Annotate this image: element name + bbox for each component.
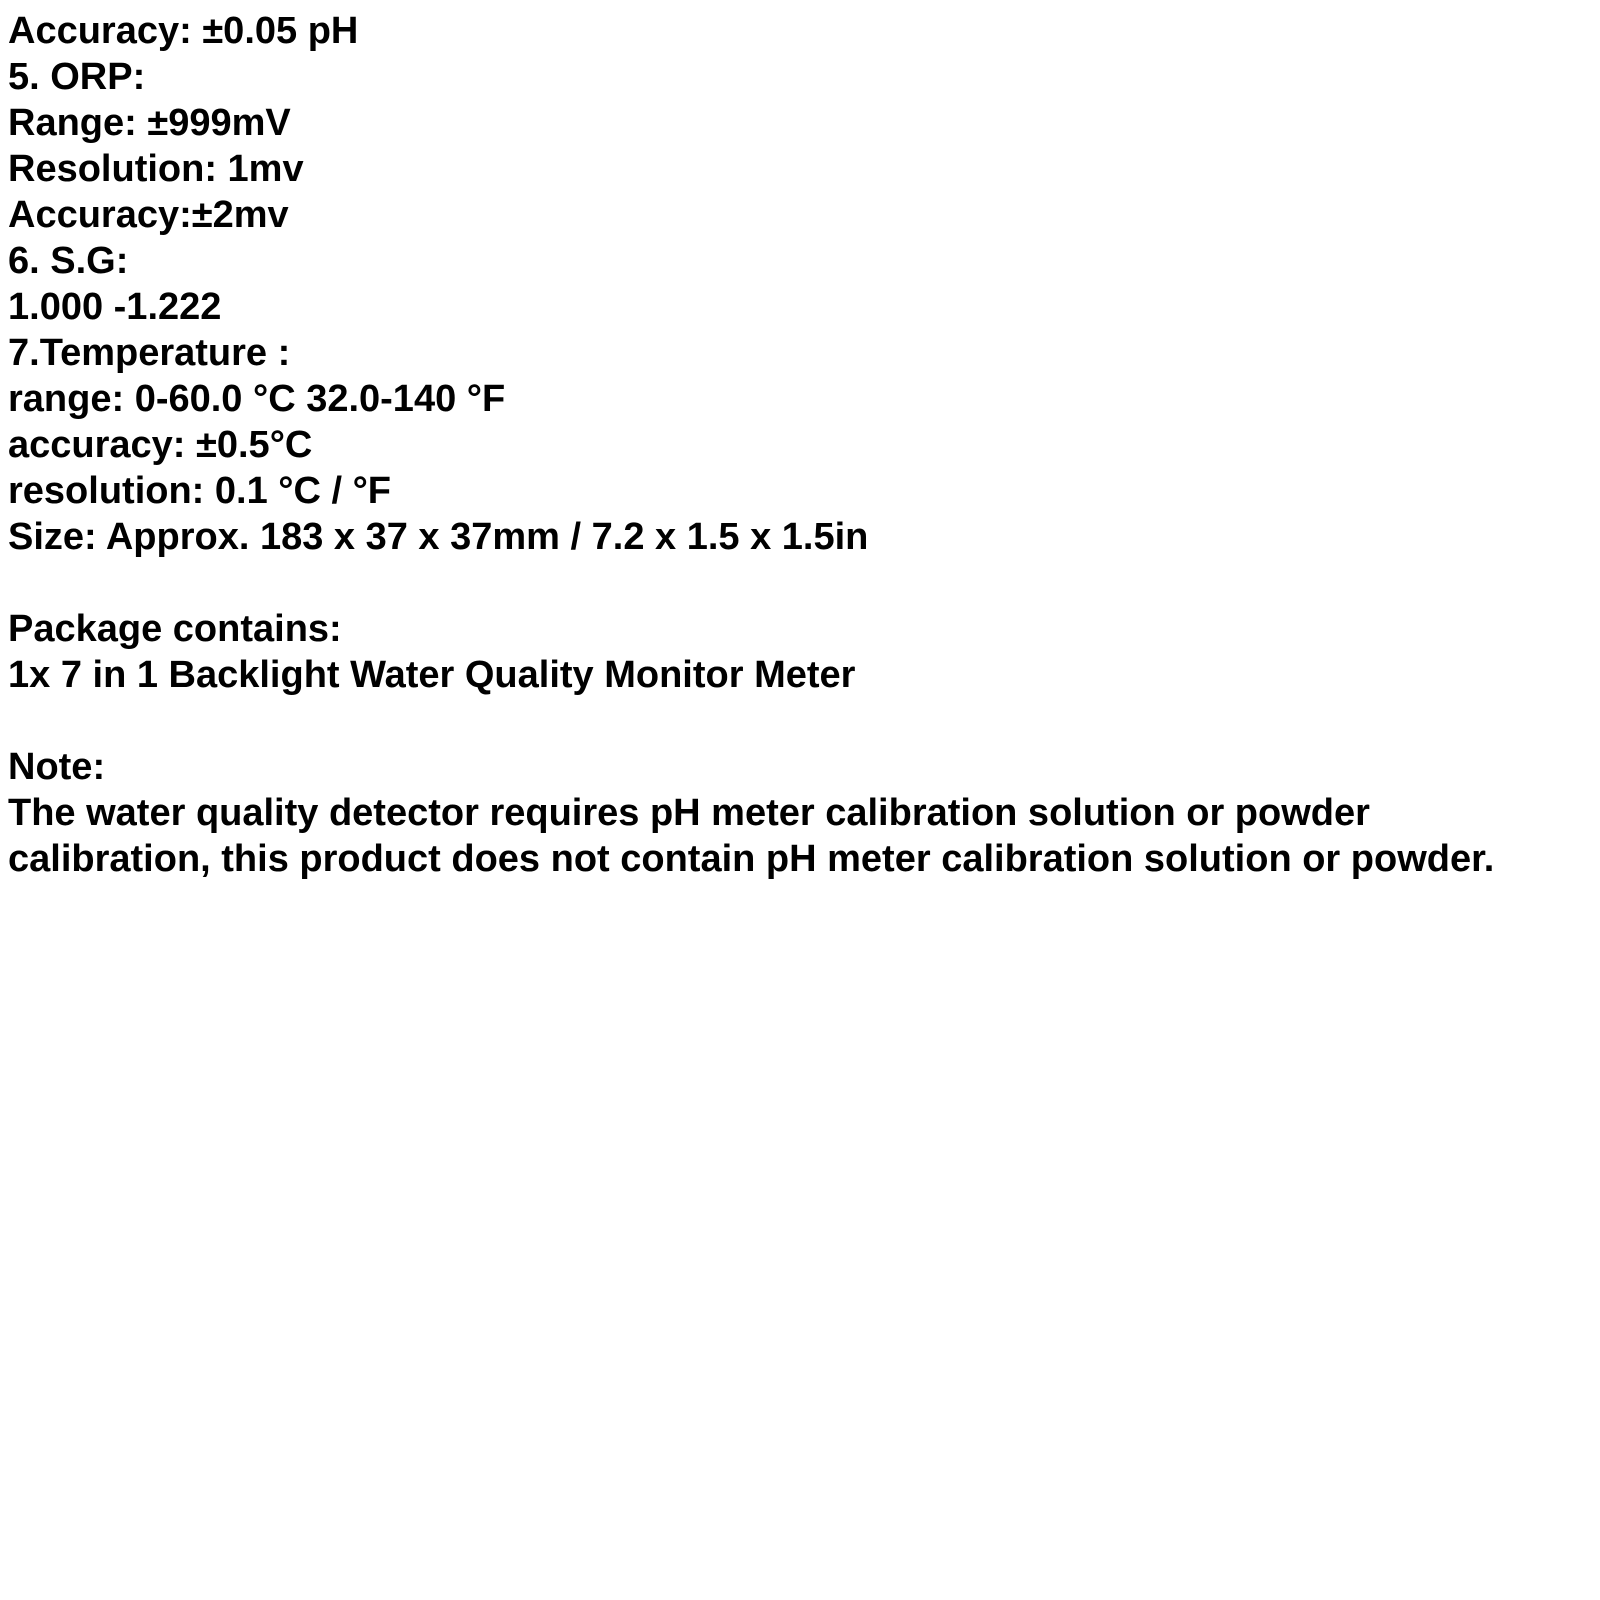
sg-heading: 6. S.G: — [8, 240, 129, 282]
orp-resolution: Resolution: 1mv — [8, 148, 304, 190]
temperature-heading: 7.Temperature : — [8, 332, 291, 374]
section-gap — [8, 560, 1593, 606]
temperature-accuracy: accuracy: ±0.5°C — [8, 424, 313, 466]
size-spec: Size: Approx. 183 x 37 x 37mm / 7.2 x 1.5 x 1.5in — [8, 516, 869, 558]
ph-accuracy: Accuracy: ±0.05 pH — [8, 10, 359, 52]
sg-range: 1.000 -1.222 — [8, 286, 222, 328]
section-gap — [8, 698, 1593, 744]
temperature-range: range: 0-60.0 °C 32.0-140 °F — [8, 378, 506, 420]
orp-accuracy: Accuracy:±2mv — [8, 194, 289, 236]
orp-heading: 5. ORP: — [8, 56, 146, 98]
note-heading: Note: — [8, 746, 106, 788]
package-heading: Package contains: — [8, 608, 342, 650]
temperature-resolution: resolution: 0.1 °C / °F — [8, 470, 391, 512]
package-item: 1x 7 in 1 Backlight Water Quality Monitor Meter — [8, 654, 856, 696]
product-description — [8, 8, 1593, 882]
note-line-1: The water quality detector requires pH meter calibration solution or powder — [8, 792, 1370, 834]
orp-range: Range: ±999mV — [8, 102, 291, 144]
note-line-2: calibration, this product does not contain pH meter calibration solution or powder. — [8, 838, 1495, 880]
